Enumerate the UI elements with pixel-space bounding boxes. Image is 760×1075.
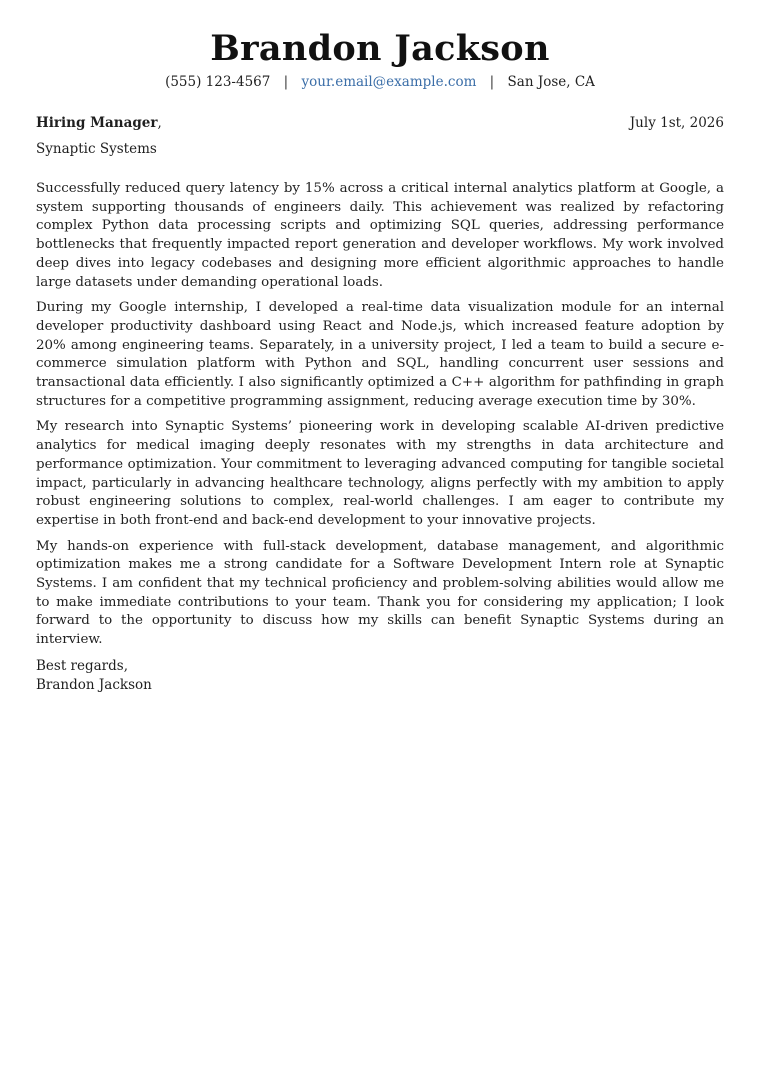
applicant-name: Brandon Jackson	[210, 28, 550, 69]
recipient-salutation	[36, 113, 162, 133]
phone-number: (555) 123-4567	[165, 74, 271, 90]
recipient-date-row	[36, 113, 724, 133]
body-paragraph-4: My hands-on experience with full-stack development, database management, and algorithmic optimization makes me a strong candidate for a Software Development Intern role at Synaptic Systems. I am confident that my technical proficiency and problem-solving abilities would allow me to make immediate contributions to your team. Thank you for considering my application; I look forward to the opportunity to discuss how my skills can benefit Synaptic Systems during an interview.	[36, 538, 724, 648]
closing-block	[36, 657, 724, 695]
recipient-company: Synaptic Systems	[36, 141, 157, 157]
body-paragraph-3: My research into Synaptic Systems’ pioneering work in developing scalable AI-driven predictive analytics for medical imaging deeply resonates with my strengths in data architecture and performance optimization. Your commitment to leveraging advanced computing for tangible societal impact, particularly in advancing healthcare technology, aligns perfectly with my ambition to apply robust engineering solutions to complex, real-world challenges. I am eager to contribute my expertise in both front-end and back-end development to your innovative projects.	[36, 419, 724, 528]
contact-line	[36, 72, 724, 92]
location: San Jose, CA	[507, 74, 595, 90]
body-paragraph-2: During my Google internship, I developed a real-time data visualization module for an internal developer productivity dashboard using React and Node.js, which increased feature adoption by 20% among engineering teams. Separately, in a university project, I led a team to build a secure e-commerce simulation platform with Python and SQL, handling concurrent user sessions and transactional data efficiently. I also significantly optimized a C++ algorithm for pathfinding in graph structures for a competitive programming assignment, reducing average execution time by 30%.	[36, 300, 724, 409]
contact-separator: |	[283, 74, 289, 90]
signature-name: Brandon Jackson	[36, 676, 152, 693]
contact-separator: |	[489, 74, 495, 90]
valediction: Best regards,	[36, 657, 129, 674]
letter-date: July 1st, 2026	[629, 115, 724, 131]
recipient-name: Hiring Manager	[36, 115, 158, 131]
body-paragraph-1: Successfully reduced query latency by 15% across a critical internal analytics platform at Google, a system supporting thousands of engineers daily. This achievement was realized by refactoring complex Python data processing scripts and optimizing SQL queries, addressing performance bottlenecks that frequently impacted report generation and developer workflows. My work involved deep dives into legacy codebases and designing more efficient algorithmic approaches to handle large datasets under demanding operational loads.	[36, 181, 724, 290]
salutation-punct: ,	[157, 115, 162, 131]
email-link[interactable]: your.email@example.com	[301, 74, 477, 90]
